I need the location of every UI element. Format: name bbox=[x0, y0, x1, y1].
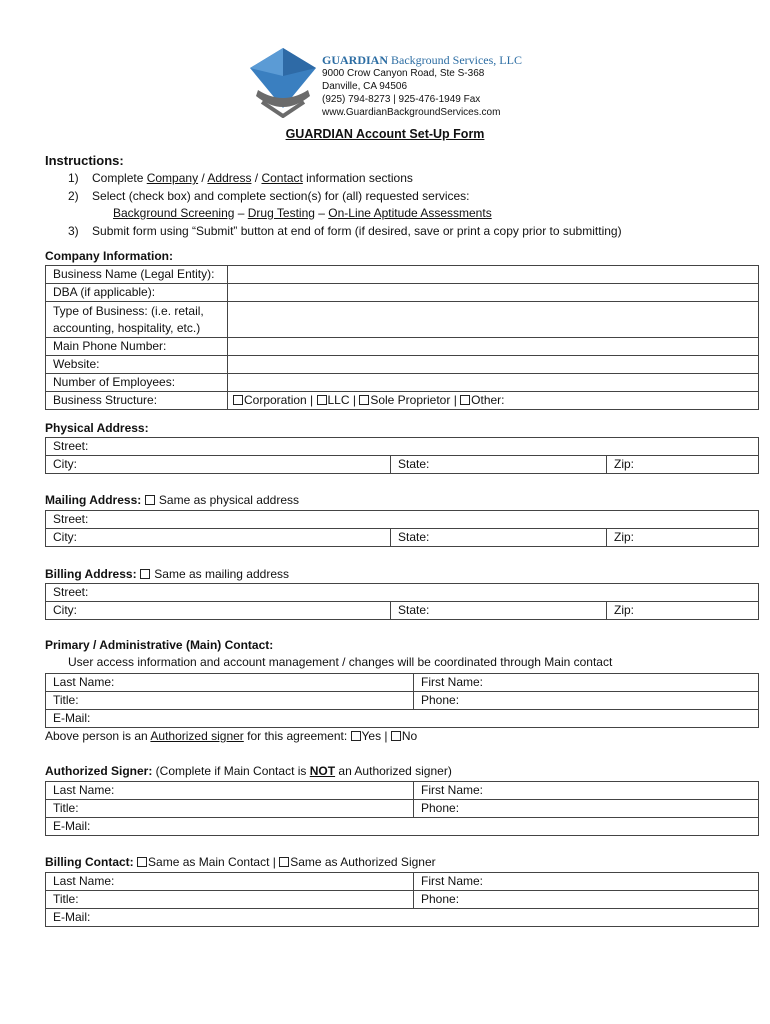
mailing-same-checkbox[interactable] bbox=[145, 495, 155, 505]
website-field[interactable] bbox=[228, 356, 759, 374]
billing-same-checkbox[interactable] bbox=[140, 569, 150, 579]
dba-field[interactable] bbox=[228, 284, 759, 302]
mailing-address-heading: Mailing Address: Same as physical address bbox=[45, 493, 299, 507]
instruction-step-1: 1) Complete Company / Address / Contact information sections bbox=[68, 171, 413, 185]
structure-options: Corporation | LLC | Sole Proprietor | Other: bbox=[228, 392, 759, 410]
service-background-screening[interactable]: Background Screening bbox=[113, 206, 235, 220]
signer-email-field[interactable]: E-Mail: bbox=[46, 818, 759, 836]
billing-email-field[interactable]: E-Mail: bbox=[46, 909, 759, 927]
physical-city-field[interactable]: City: bbox=[46, 456, 391, 474]
business-name-field[interactable] bbox=[228, 266, 759, 284]
billing-contact-table bbox=[45, 872, 759, 927]
authorized-signer-question: Above person is an Authorized signer for this agreement: Yes | No bbox=[45, 729, 418, 743]
business-type-label: Type of Business: (i.e. retail, accounting, hospitality, etc.) bbox=[46, 302, 228, 338]
primary-contact-table bbox=[45, 673, 759, 728]
primary-contact-heading: Primary / Administrative (Main) Contact: bbox=[45, 638, 274, 652]
physical-address-table bbox=[45, 437, 759, 474]
billing-first-name-field[interactable]: First Name: bbox=[414, 873, 759, 891]
billing-street-field[interactable]: Street: bbox=[46, 584, 759, 602]
company-phone: (925) 794-8273 | 925-476-1949 Fax bbox=[322, 94, 481, 105]
primary-contact-note: User access information and account management / changes will be coordinated through Main contact bbox=[68, 655, 613, 669]
company-info-heading: Company Information: bbox=[45, 249, 173, 263]
physical-street-field[interactable]: Street: bbox=[46, 438, 759, 456]
company-website: www.GuardianBackgroundServices.com bbox=[322, 107, 501, 118]
service-aptitude-assessments[interactable]: On-Line Aptitude Assessments bbox=[328, 206, 492, 220]
physical-state-field[interactable]: State: bbox=[391, 456, 607, 474]
authorized-signer-heading: Authorized Signer: (Complete if Main Contact is NOT an Authorized signer) bbox=[45, 764, 452, 778]
mailing-state-field[interactable]: State: bbox=[391, 529, 607, 547]
primary-email-field[interactable]: E-Mail: bbox=[46, 710, 759, 728]
signer-title-field[interactable]: Title: bbox=[46, 800, 414, 818]
billing-address-table bbox=[45, 583, 759, 620]
employees-label: Number of Employees: bbox=[46, 374, 228, 392]
mailing-address-table bbox=[45, 510, 759, 547]
billing-contact-heading: Billing Contact: Same as Main Contact | Same as Authorized Signer bbox=[45, 855, 436, 869]
services-list: Background Screening – Drug Testing – On-Line Aptitude Assessments bbox=[113, 206, 492, 220]
instruction-step-2: 2) Select (check box) and complete section(s) for (all) requested services: bbox=[68, 189, 470, 203]
form-title: GUARDIAN Account Set-Up Form bbox=[285, 127, 485, 141]
company-address-2: Danville, CA 94506 bbox=[322, 81, 408, 92]
main-phone-field[interactable] bbox=[228, 338, 759, 356]
primary-phone-field[interactable]: Phone: bbox=[414, 692, 759, 710]
billing-state-field[interactable]: State: bbox=[391, 602, 607, 620]
signer-no-checkbox[interactable] bbox=[391, 731, 401, 741]
business-name-label: Business Name (Legal Entity): bbox=[46, 266, 228, 284]
dba-label: DBA (if applicable): bbox=[46, 284, 228, 302]
guardian-logo bbox=[248, 46, 318, 118]
signer-first-name-field[interactable]: First Name: bbox=[414, 782, 759, 800]
billing-same-main-checkbox[interactable] bbox=[137, 857, 147, 867]
service-drug-testing[interactable]: Drug Testing bbox=[247, 206, 315, 220]
instruction-step-3: 3) Submit form using “Submit” button at end of form (if desired, save or print a copy prior to submitting) bbox=[68, 224, 622, 238]
signer-yes-checkbox[interactable] bbox=[351, 731, 361, 741]
business-type-field[interactable] bbox=[228, 302, 759, 338]
mailing-city-field[interactable]: City: bbox=[46, 529, 391, 547]
billing-same-signer-checkbox[interactable] bbox=[279, 857, 289, 867]
billing-phone-field[interactable]: Phone: bbox=[414, 891, 759, 909]
billing-address-heading: Billing Address: Same as mailing address bbox=[45, 567, 289, 581]
billing-zip-field[interactable]: Zip: bbox=[607, 602, 759, 620]
structure-label: Business Structure: bbox=[46, 392, 228, 410]
authorized-signer-table bbox=[45, 781, 759, 836]
company-info-table bbox=[45, 265, 759, 410]
mailing-zip-field[interactable]: Zip: bbox=[607, 529, 759, 547]
physical-address-heading: Physical Address: bbox=[45, 421, 149, 435]
mailing-street-field[interactable]: Street: bbox=[46, 511, 759, 529]
llc-checkbox[interactable] bbox=[317, 395, 327, 405]
physical-zip-field[interactable]: Zip: bbox=[607, 456, 759, 474]
billing-city-field[interactable]: City: bbox=[46, 602, 391, 620]
corporation-checkbox[interactable] bbox=[233, 395, 243, 405]
primary-last-name-field[interactable]: Last Name: bbox=[46, 674, 414, 692]
signer-last-name-field[interactable]: Last Name: bbox=[46, 782, 414, 800]
company-address-1: 9000 Crow Canyon Road, Ste S-368 bbox=[322, 68, 485, 79]
sole-proprietor-checkbox[interactable] bbox=[359, 395, 369, 405]
instructions-heading: Instructions: bbox=[45, 153, 124, 168]
company-block bbox=[322, 54, 522, 119]
primary-first-name-field[interactable]: First Name: bbox=[414, 674, 759, 692]
primary-title-field[interactable]: Title: bbox=[46, 692, 414, 710]
website-label: Website: bbox=[46, 356, 228, 374]
other-checkbox[interactable] bbox=[460, 395, 470, 405]
signer-phone-field[interactable]: Phone: bbox=[414, 800, 759, 818]
billing-last-name-field[interactable]: Last Name: bbox=[46, 873, 414, 891]
employees-field[interactable] bbox=[228, 374, 759, 392]
company-name: GUARDIAN Background Services, LLC bbox=[322, 53, 522, 67]
billing-title-field[interactable]: Title: bbox=[46, 891, 414, 909]
main-phone-label: Main Phone Number: bbox=[46, 338, 228, 356]
